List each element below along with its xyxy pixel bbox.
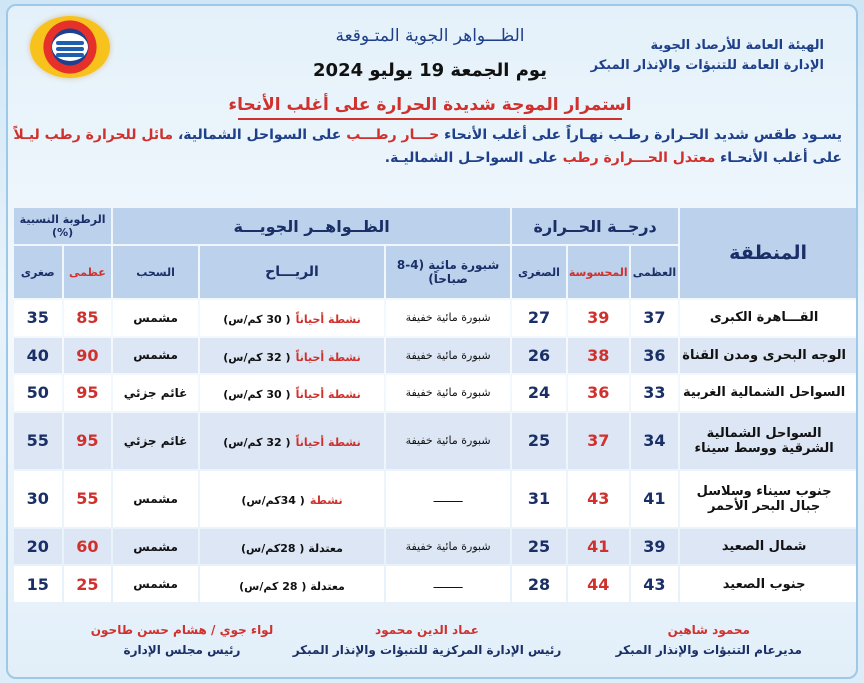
humidity-min-header: صغرى xyxy=(14,246,62,298)
table-row xyxy=(14,471,856,527)
max-temp-cell: 36 xyxy=(631,338,679,374)
fog-cell: شبورة مائية خفيفة xyxy=(386,300,510,336)
clouds-cell: غائم جزئي xyxy=(113,413,198,469)
max-temp-header: العظمى xyxy=(631,246,679,298)
feels-like-cell: 38 xyxy=(568,338,629,374)
max-temp-cell: 39 xyxy=(631,529,679,565)
wind-cell: نشطة أحياناً ( 30 كم/س) xyxy=(200,300,384,336)
headline: استمرار الموجة شديدة الحرارة على أغلب الأنحاء xyxy=(228,95,632,115)
region-cell: السواحل الشمالية الغربية xyxy=(680,375,856,411)
feels-like-cell: 41 xyxy=(568,529,629,565)
humidity-max-cell: 95 xyxy=(64,375,112,411)
table-row xyxy=(14,566,856,602)
min-temp-cell: 25 xyxy=(512,529,566,565)
humidity-max-cell: 95 xyxy=(64,413,112,469)
max-temp-cell: 41 xyxy=(631,471,679,527)
min-temp-header: الصغرى xyxy=(512,246,566,298)
region-cell: جنوب الصعيد xyxy=(680,566,856,602)
phenomena-header: الظــواهــر الجويـــة xyxy=(113,208,510,244)
feels-like-cell: 44 xyxy=(568,566,629,602)
signature-forecast-director: محمود شاهين مديرعام التنبؤات والإنذار المبكر xyxy=(615,623,802,657)
table-row xyxy=(14,338,856,374)
fog-cell: شبورة مائية خفيفة xyxy=(386,413,510,469)
clouds-cell: مشمس xyxy=(113,529,198,565)
wind-cell: نشطة أحياناً ( 32 كم/س) xyxy=(200,338,384,374)
humidity-max-cell: 90 xyxy=(64,338,112,374)
humidity-min-cell: 30 xyxy=(14,471,62,527)
wind-header: الريـــاح xyxy=(200,246,384,298)
min-temp-cell: 27 xyxy=(512,300,566,336)
humidity-min-cell: 15 xyxy=(14,566,62,602)
temp-header: درجــة الحــرارة xyxy=(512,208,678,244)
description-line-2: على أغلب الأنحـاء معتدل الحـــرارة رطب على السواحـل الشماليـة. xyxy=(384,150,842,166)
table-row xyxy=(14,529,856,565)
max-temp-cell: 37 xyxy=(631,300,679,336)
forecast-table xyxy=(12,206,858,604)
clouds-cell: مشمس xyxy=(113,338,198,374)
feels-like-header: المحسوسة xyxy=(568,246,629,298)
signature-central-director: عماد الدين محمود رئيس الإدارة المركزية للتنبؤات والإنذار المبكر xyxy=(292,623,562,657)
fog-header: شبورة مائية (4-8 صباحاً) xyxy=(386,246,510,298)
wind-cell: نشطة ( 34كم/س) xyxy=(200,471,384,527)
forecast-date: يوم الجمعة 19 يوليو 2024 xyxy=(313,60,547,81)
fog-cell: ـــــــــ xyxy=(386,471,510,527)
table-row xyxy=(14,413,856,469)
ema-logo xyxy=(30,16,110,78)
min-temp-cell: 31 xyxy=(512,471,566,527)
org-name: الهيئة العامة للأرصاد الجوية xyxy=(650,38,824,53)
clouds-cell: مشمس xyxy=(113,566,198,602)
humidity-min-cell: 40 xyxy=(14,338,62,374)
description-line-1: يسـود طقس شديد الحـرارة رطـب نهـاراً على أغلب الأنحاء حـــار رطـــب على السواحل الشمالية، مائل للحرارة رطب ليـلاً xyxy=(13,127,842,143)
wind-cell: نشطة أحياناً ( 32 كم/س) xyxy=(200,413,384,469)
min-temp-cell: 26 xyxy=(512,338,566,374)
humidity-min-cell: 55 xyxy=(14,413,62,469)
headline-underline xyxy=(238,118,622,120)
humidity-header: الرطوبة النسبية (%) xyxy=(14,208,111,244)
humidity-max-cell: 25 xyxy=(64,566,112,602)
region-cell: السواحل الشمالية الشرقية ووسط سيناء xyxy=(680,413,856,469)
region-cell: شمال الصعيد xyxy=(680,529,856,565)
max-temp-cell: 33 xyxy=(631,375,679,411)
clouds-cell: غائم جزئي xyxy=(113,375,198,411)
max-temp-cell: 43 xyxy=(631,566,679,602)
region-header: المنطقة xyxy=(680,208,856,298)
region-cell: القـــاهرة الكبرى xyxy=(680,300,856,336)
humidity-min-cell: 20 xyxy=(14,529,62,565)
min-temp-cell: 24 xyxy=(512,375,566,411)
fog-cell: ـــــــــ xyxy=(386,566,510,602)
clouds-cell: مشمس xyxy=(113,471,198,527)
humidity-max-cell: 55 xyxy=(64,471,112,527)
page-title: الظـــواهر الجوية المتـوقعة xyxy=(335,26,525,46)
table-row xyxy=(14,300,856,336)
min-temp-cell: 25 xyxy=(512,413,566,469)
min-temp-cell: 28 xyxy=(512,566,566,602)
org-department: الإدارة العامة للتنبؤات والإنذار المبكر xyxy=(590,58,824,73)
humidity-min-cell: 50 xyxy=(14,375,62,411)
humidity-min-cell: 35 xyxy=(14,300,62,336)
fog-cell: شبورة مائية خفيفة xyxy=(386,338,510,374)
wind-cell: نشطة أحياناً ( 30 كم/س) xyxy=(200,375,384,411)
feels-like-cell: 43 xyxy=(568,471,629,527)
fog-cell: شبورة مائية خفيفة xyxy=(386,529,510,565)
region-cell: جنوب سيناء وسلاسل جبال البحر الأحمر xyxy=(680,471,856,527)
clouds-header: السحب xyxy=(113,246,198,298)
forecast-rows xyxy=(14,300,856,602)
humidity-max-header: عظمى xyxy=(64,246,112,298)
clouds-cell: مشمس xyxy=(113,300,198,336)
feels-like-cell: 39 xyxy=(568,300,629,336)
region-cell: الوجه البحرى ومدن القناة xyxy=(680,338,856,374)
feels-like-cell: 37 xyxy=(568,413,629,469)
signature-board-chairman: لواء جوي / هشام حسن طاحون رئيس مجلس الإدارة xyxy=(90,623,274,657)
wind-cell: معتدلة ( 28 كم/س) xyxy=(200,566,384,602)
max-temp-cell: 34 xyxy=(631,413,679,469)
humidity-max-cell: 60 xyxy=(64,529,112,565)
feels-like-cell: 36 xyxy=(568,375,629,411)
fog-cell: شبورة مائية خفيفة xyxy=(386,375,510,411)
humidity-max-cell: 85 xyxy=(64,300,112,336)
wind-cell: معتدلة ( 28كم/س) xyxy=(200,529,384,565)
table-row xyxy=(14,375,856,411)
